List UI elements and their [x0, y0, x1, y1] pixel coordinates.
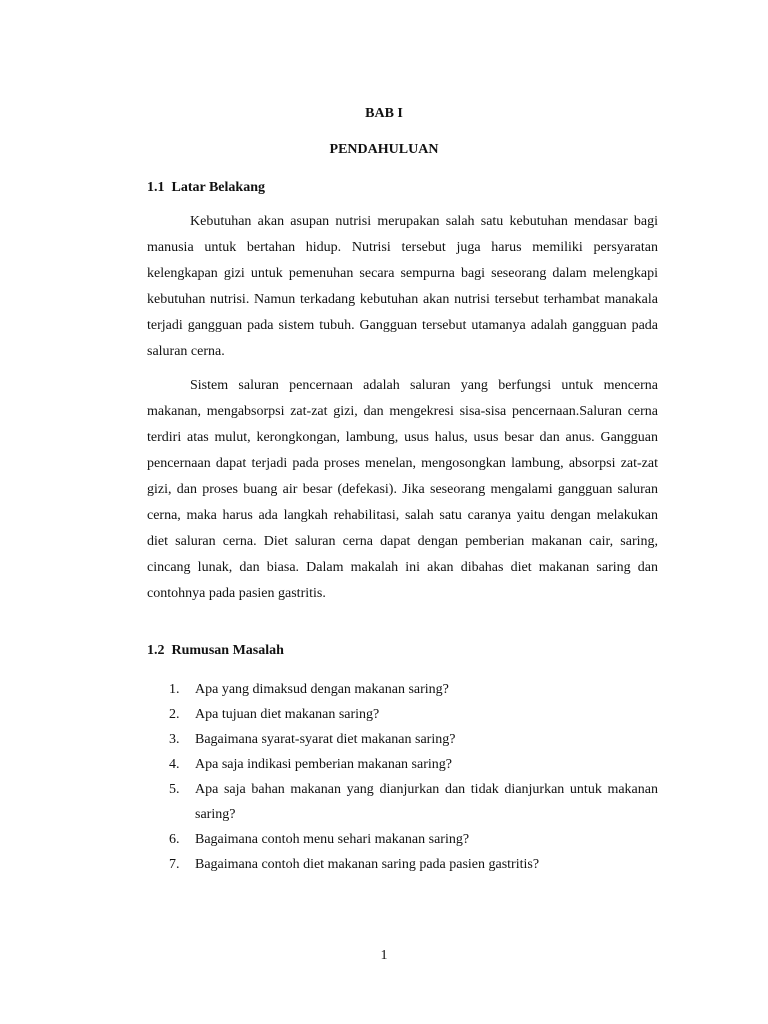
paragraph: Sistem saluran pencernaan adalah saluran yang berfungsi untuk mencerna makanan, mengabsorpsi zat-zat gizi, dan mengekresi sisa-sisa pencernaan.Saluran cerna terdiri atas mulut, kerongkongan, lambung, usus halus, usus besar dan anus. Gangguan pencernaan dapat terjadi pada proses menelan, mengosongkan lambung, absorpsi zat-zat gizi, dan proses buang air besar (defekasi). Jika seseorang mengalami gangguan saluran cerna, maka harus ada langkah rehabilitasi, salah satu caranya yaitu dengan melakukan diet saluran cerna. Diet saluran cerna dapat dengan pemberian makanan cair, saring, cincang lunak, dan biasa. Dalam makalah ini akan dibahas diet makanan saring dan contohnya pada pasien gastritis.: [147, 378, 658, 601]
list-item-text: Apa yang dimaksud dengan makanan saring?: [195, 682, 449, 697]
paragraph: Kebutuhan akan asupan nutrisi merupakan salah satu kebutuhan mendasar bagi manusia untuk bertahan hidup. Nutrisi tersebut juga harus memiliki persyaratan kelengkapan gizi untuk pemenuhan secara sempurna bagi seseorang dalam melengkapi kebutuhan nutrisi. Namun terkadang kebutuhan akan nutrisi tersebut terhambat manakala terjadi gangguan pada sistem tubuh. Gangguan tersebut utamanya adalah gangguan pada saluran cerna.: [147, 214, 658, 359]
list-item-number: 7.: [169, 856, 180, 872]
list-item-number: 6.: [169, 831, 180, 847]
list-item-text: Apa saja indikasi pemberian makanan saring?: [195, 757, 452, 772]
list-item: [147, 703, 658, 728]
list-item: [147, 753, 658, 778]
list-item-number: 4.: [169, 757, 180, 772]
list-item-text: Bagaimana syarat-syarat diet makanan saring?: [195, 732, 456, 747]
list-item: [147, 828, 658, 853]
list-item: [147, 678, 658, 703]
list-item-number: 5.: [169, 782, 180, 797]
list-item-number: 3.: [169, 732, 180, 747]
list-item: [147, 853, 658, 878]
chapter-number: BAB I: [365, 106, 403, 121]
list-item-number: 2.: [169, 707, 180, 722]
list-item: [147, 728, 658, 753]
list-item-text: Apa saja bahan makanan yang dianjurkan dan tidak dianjurkan untuk makanan saring?: [195, 782, 658, 822]
section-heading-latar-belakang: 1.1 Latar Belakang: [147, 180, 265, 195]
list-item-text: Bagaimana contoh diet makanan saring pada pasien gastritis?: [195, 856, 540, 872]
list-item-number: 1.: [169, 682, 180, 697]
problem-list: [147, 678, 658, 878]
chapter-title: PENDAHULUAN: [329, 142, 439, 157]
list-item-text: Apa tujuan diet makanan saring?: [195, 707, 380, 722]
page-number: 1: [380, 948, 388, 963]
section-heading-rumusan-masalah: 1.2 Rumusan Masalah: [147, 643, 284, 658]
list-item-text: Bagaimana contoh menu sehari makanan saring?: [195, 831, 470, 847]
list-item: [147, 778, 658, 827]
